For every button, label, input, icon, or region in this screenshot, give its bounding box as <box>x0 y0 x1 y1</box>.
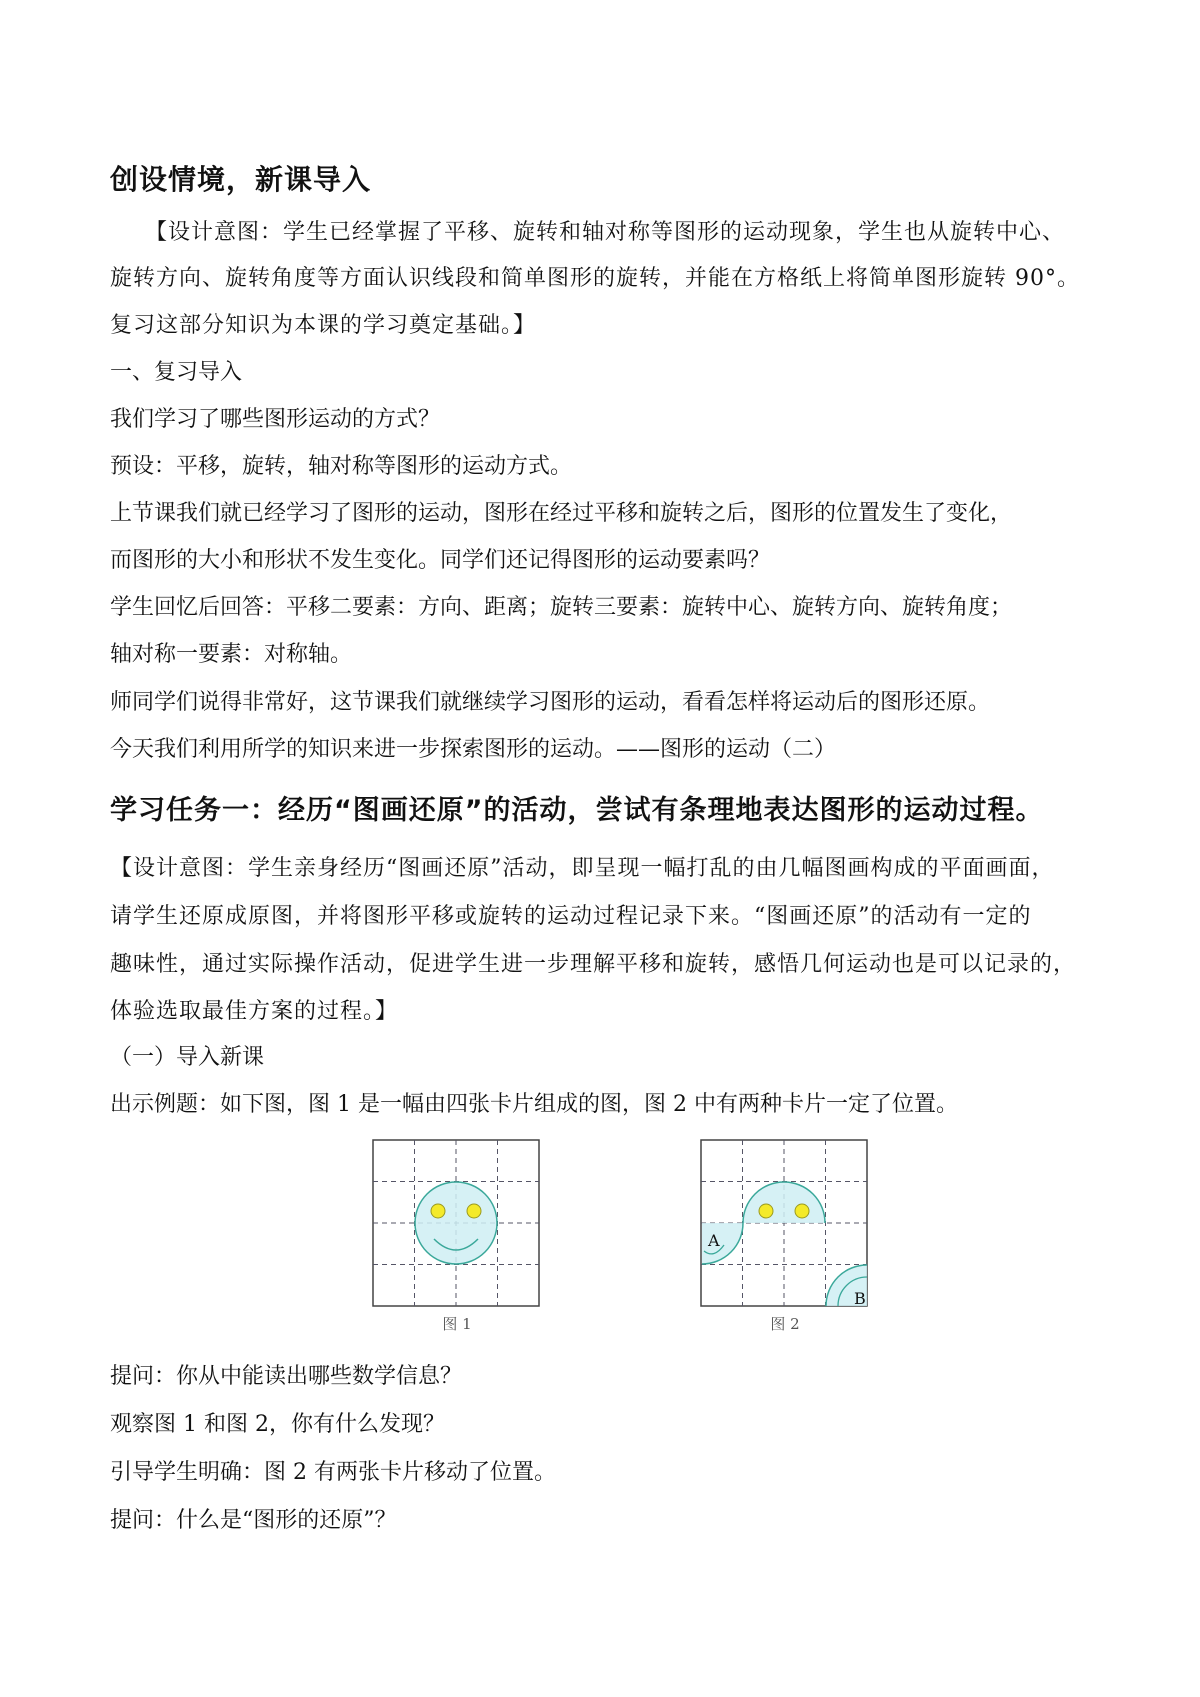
paragraph: 提问：你从中能读出哪些数学信息？ <box>110 1364 463 1389</box>
design-intent-line: 体验选取最佳方案的过程。】 <box>110 999 399 1024</box>
section-title-intro: 创设情境，新课导入 <box>110 163 372 196</box>
paragraph: （一）导入新课 <box>110 1045 265 1070</box>
figure-1-caption: 图 1 <box>442 1315 472 1333</box>
paragraph: 我们学习了哪些图形运动的方式？ <box>110 407 441 432</box>
design-intent-line: 【设计意图：学生已经掌握了平移、旋转和轴对称等图形的运动现象，学生也从旋转中心、 <box>145 220 1066 245</box>
paragraph: 预设：平移，旋转，轴对称等图形的运动方式。 <box>110 454 573 479</box>
section-title-task-one: 学习任务一：经历“图画还原”的活动，尝试有条理地表达图形的运动过程。 <box>110 795 1044 826</box>
paragraph: 上节课我们就已经学习了图形的运动，图形在经过平移和旋转之后，图形的位置发生了变化， <box>110 501 1013 526</box>
figure-1-grid <box>372 1139 542 1309</box>
paragraph: 而图形的大小和形状不发生变化。同学们还记得图形的运动要素吗？ <box>110 548 771 573</box>
design-intent-line: 复习这部分知识为本课的学习奠定基础。】 <box>110 313 537 338</box>
design-intent-line: 旋转方向、旋转角度等方面认识线段和简单图形的旋转，并能在方格纸上将简单图形旋转 90°。 <box>110 266 1080 291</box>
card-label-a: A <box>708 1231 720 1250</box>
card-label-b: B <box>854 1289 866 1308</box>
paragraph: 观察图 1 和图 2，你有什么发现？ <box>110 1412 445 1437</box>
paragraph: 一、复习导入 <box>110 360 243 385</box>
paragraph: 引导学生明确：图 2 有两张卡片移动了位置。 <box>110 1460 556 1485</box>
paragraph: 今天我们利用所学的知识来进一步探索图形的运动。——图形的运动（二） <box>110 737 837 762</box>
figure-2-caption: 图 2 <box>770 1315 800 1333</box>
design-intent-line: 请学生还原成原图，并将图形平移或旋转的运动过程记录下来。“图画还原”的活动有一定的 <box>110 904 1032 929</box>
paragraph: 提问：什么是“图形的还原”？ <box>110 1508 397 1533</box>
paragraph: 轴对称一要素：对称轴。 <box>110 642 353 667</box>
paragraph: 学生回忆后回答：平移二要素：方向、距离；旋转三要素：旋转中心、旋转方向、旋转角度； <box>110 595 1013 620</box>
design-intent-line: 【设计意图：学生亲身经历“图画还原”活动，即呈现一幅打乱的由几幅图画构成的平面画面， <box>110 856 1055 881</box>
paragraph: 出示例题：如下图，图 1 是一幅由四张卡片组成的图，图 2 中有两种卡片一定了位置。 <box>110 1092 958 1117</box>
figure-2-grid <box>700 1139 870 1309</box>
design-intent-line: 趣味性，通过实际操作活动，促进学生进一步理解平移和旋转，感悟几何运动也是可以记录的， <box>110 952 1077 977</box>
paragraph: 师同学们说得非常好，这节课我们就继续学习图形的运动，看看怎样将运动后的图形还原。 <box>110 690 991 715</box>
